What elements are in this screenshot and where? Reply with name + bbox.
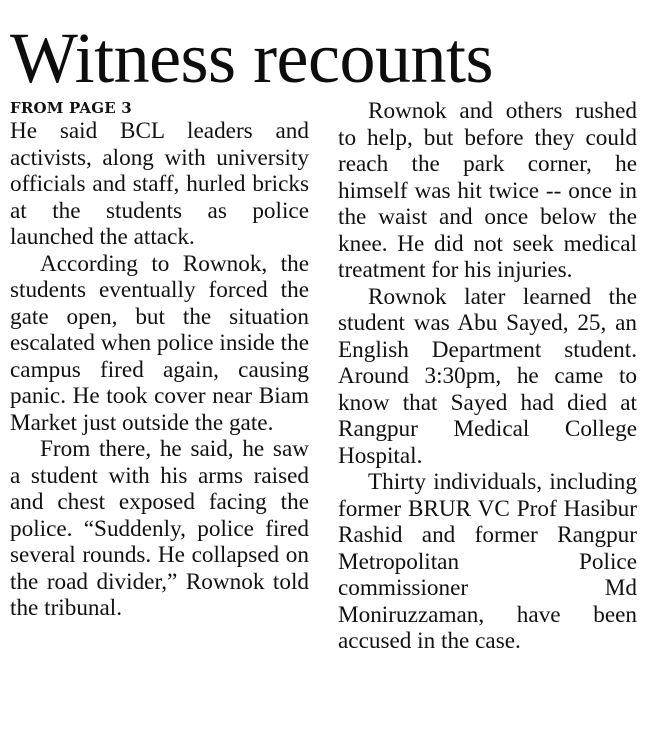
headline: Witness recounts xyxy=(10,18,493,98)
paragraph-4: Rownok and others rushed to help, but before they could reach the park corner, he himself was hit twice -- once in the waist and once below the knee. He did not seek medical treatment for his injuries. xyxy=(338,98,637,283)
paragraph-5: Rownok later learned the student was Abu Sayed, 25, an English Department student. Around 3:30pm, he came to know that Sayed had died at Rangpur Medical College Hospital. xyxy=(338,283,637,469)
paragraph-6: Thirty individuals, including former BRUR VC Prof Hasibur Rashid and former Rangpur Metropolitan Police commissioner Md Moniruzzaman, have been accused in the case. xyxy=(338,469,637,654)
paragraph-2: According to Rownok, the students eventually forced the gate open, but the situation escalated when police inside the campus fired again, causing panic. He took cover near Biam Market just outside the gate. xyxy=(10,250,309,436)
paragraph-1: He said BCL leaders and activists, along with university officials and staff, hurled bricks at the students as police launched the attack. xyxy=(10,118,309,250)
article-column-left xyxy=(10,98,309,622)
article-column-right xyxy=(338,98,637,655)
paragraph-3: From there, he said, he saw a student with his arms raised and chest exposed facing the police. “Suddenly, police fired several rounds. He collapsed on the road divider,” Rownok told the tribunal. xyxy=(10,436,309,621)
continuation-kicker: FROM PAGE 3 xyxy=(10,99,132,117)
